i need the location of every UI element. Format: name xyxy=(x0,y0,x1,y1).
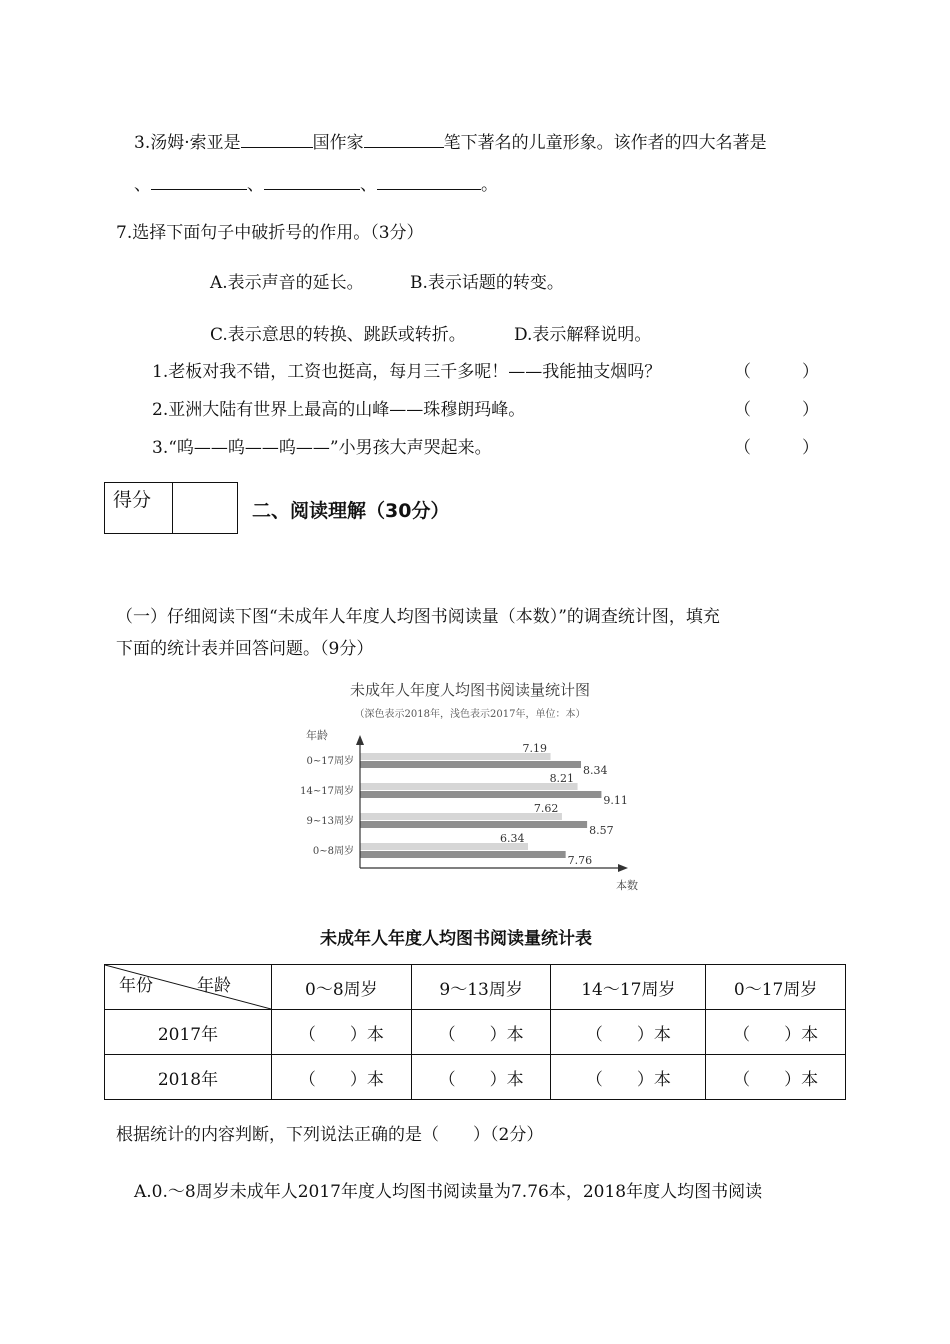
table-answer-cell[interactable]: （ ）本 xyxy=(411,1010,551,1055)
chart-value-label: 8.21 xyxy=(549,772,575,785)
corner-age-label: 年龄 xyxy=(197,976,231,996)
table-answer-cell[interactable]: （ ）本 xyxy=(272,1010,412,1055)
q7-item-2: 2.亚洲大陆有世界上最高的山峰——珠穆朗玛峰。 xyxy=(152,400,526,420)
q7-option-a: A.表示声音的延长。 xyxy=(210,273,364,293)
table-year-cell: 2018年 xyxy=(105,1055,272,1100)
table-answer-cell[interactable]: （ ）本 xyxy=(272,1055,412,1100)
q7-item-3: 3.“呜——呜——呜——”小男孩大声哭起来。 xyxy=(152,438,492,458)
q3-text-a: 3.汤姆·索亚是 xyxy=(134,133,241,153)
reading-intro-line2: 下面的统计表并回答问题。（9分） xyxy=(116,639,374,659)
score-value-cell[interactable] xyxy=(173,483,237,533)
table-header-cell: 0～17周岁 xyxy=(706,965,846,1010)
stat-table xyxy=(104,964,846,1100)
q7-item-1-answer[interactable]: （ ） xyxy=(734,362,819,382)
table-answer-cell[interactable]: （ ）本 xyxy=(706,1010,846,1055)
chart-value-label: 7.62 xyxy=(533,802,559,815)
q3-blank-country[interactable] xyxy=(241,130,313,148)
chart-value-label: 8.57 xyxy=(589,824,614,837)
chart-value-label: 7.19 xyxy=(522,742,548,755)
chart-ylabel: 年龄 xyxy=(306,729,328,742)
q3-blank-book3[interactable] xyxy=(377,172,481,190)
table-answer-cell[interactable]: （ ）本 xyxy=(411,1055,551,1100)
table-header-cell: 9～13周岁 xyxy=(411,965,551,1010)
chart-bar-2018 xyxy=(360,761,581,768)
q3-text-c: 笔下著名的儿童形象。该作者的四大名著是 xyxy=(443,133,767,153)
chart-subtitle: （深色表示2018年，浅色表示2017年，单位：本） xyxy=(354,709,586,720)
q3-blank-author[interactable] xyxy=(364,130,444,148)
chart-bar-2018 xyxy=(360,821,587,828)
table-answer-cell[interactable]: （ ）本 xyxy=(706,1055,846,1100)
q3-sep: 、 xyxy=(247,175,264,195)
table-corner-cell xyxy=(105,965,272,1010)
q3-sep: 、 xyxy=(360,175,377,195)
reading-chart xyxy=(280,675,660,900)
q7-option-b: B.表示话题的转变。 xyxy=(410,273,564,293)
table-row xyxy=(105,1055,846,1100)
section-title: 二、阅读理解（30分） xyxy=(252,500,450,522)
chart-bar-2018 xyxy=(360,791,601,798)
score-box xyxy=(104,482,238,534)
table-header-cell: 0～8周岁 xyxy=(272,965,412,1010)
reading-intro-line1: （一）仔细阅读下图“未成年人年度人均图书阅读量（本数）”的调查统计图，填充 xyxy=(116,607,720,627)
judge-option-a: A.0.～8周岁未成年人2017年度人均图书阅读量为7.76本，2018年度人均图书阅读 xyxy=(134,1182,763,1202)
q7-item-2-answer[interactable]: （ ） xyxy=(734,400,819,420)
chart-bar-2017 xyxy=(360,783,578,790)
chart-category-label: 9~13周岁 xyxy=(306,816,354,827)
chart-value-label: 7.76 xyxy=(567,854,593,867)
chart-x-arrow xyxy=(618,864,628,872)
table-header-row xyxy=(105,965,846,1010)
table-year-cell: 2017年 xyxy=(105,1010,272,1055)
q7-option-d: D.表示解释说明。 xyxy=(514,325,652,345)
q3-text-b: 国作家 xyxy=(312,133,364,153)
judge-question: 根据统计的内容判断，下列说法正确的是（ ）（2分） xyxy=(116,1125,544,1145)
q3-blank-book2[interactable] xyxy=(264,172,360,190)
chart-y-arrow xyxy=(356,735,364,745)
chart-category-label: 14~17周岁 xyxy=(300,786,354,797)
table-row xyxy=(105,1010,846,1055)
corner-year-label: 年份 xyxy=(119,976,153,996)
chart-title: 未成年人年度人均图书阅读量统计图 xyxy=(349,681,591,699)
q7-option-c: C.表示意思的转换、跳跃或转折。 xyxy=(210,325,466,345)
chart-value-label: 9.11 xyxy=(603,794,628,807)
chart-value-label: 6.34 xyxy=(500,832,525,845)
score-label: 得分 xyxy=(113,489,152,511)
score-label-cell xyxy=(105,483,173,533)
table-answer-cell[interactable]: （ ）本 xyxy=(551,1055,706,1100)
stat-table-title: 未成年人年度人均图书阅读量统计表 xyxy=(320,929,592,949)
chart-bar-2017 xyxy=(360,813,562,820)
q7-title: 7.选择下面句子中破折号的作用。（3分） xyxy=(116,223,424,243)
table-header-cell: 14～17周岁 xyxy=(551,965,706,1010)
table-answer-cell[interactable]: （ ）本 xyxy=(551,1010,706,1055)
q3-line1 xyxy=(134,128,767,153)
chart-category-label: 0~17周岁 xyxy=(306,756,354,767)
chart-category-label: 0~8周岁 xyxy=(312,846,354,857)
q3-end: 。 xyxy=(481,175,498,195)
chart-xlabel: 本数 xyxy=(616,879,638,892)
q7-item-3-answer[interactable]: （ ） xyxy=(734,438,819,458)
chart-value-label: 8.34 xyxy=(583,764,608,777)
q3-sep: 、 xyxy=(134,175,151,195)
q3-blank-book1[interactable] xyxy=(151,172,247,190)
q7-item-1: 1.老板对我不错，工资也挺高，每月三千多呢！——我能抽支烟吗？ xyxy=(152,362,662,382)
chart-bar-2018 xyxy=(360,851,566,858)
q3-line2 xyxy=(134,170,498,195)
